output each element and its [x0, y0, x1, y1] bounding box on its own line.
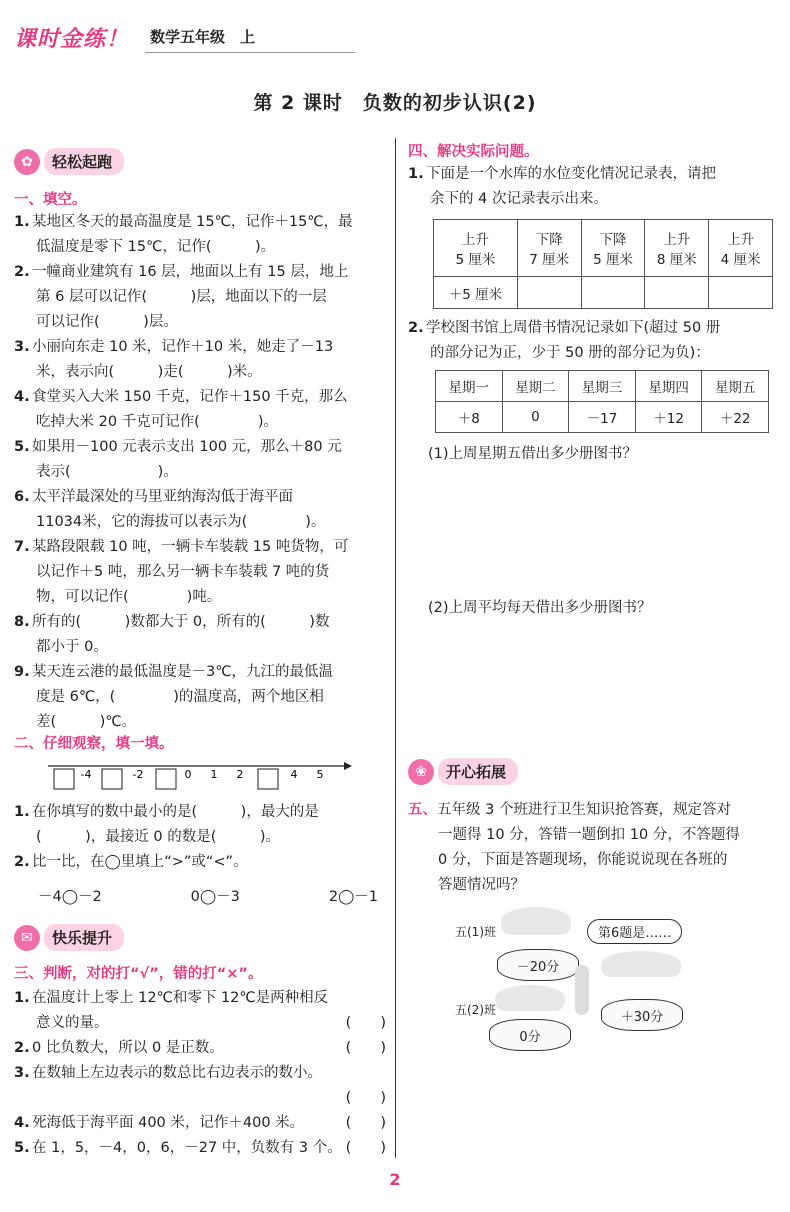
part2-questions — [14, 800, 386, 875]
table-cell: ＋12 — [635, 402, 702, 433]
library-table — [435, 370, 769, 433]
part1-questions — [14, 210, 386, 735]
part5-question: 五、五年级 3 个班进行卫生知识抢答赛，规定答对 一题得 10 分，答错一题倒扣 10 分，不答题得 0 分，下面是答题现场，你能说说现在各班的 答题情况吗？ — [408, 802, 740, 893]
table-header: 星期三 — [569, 371, 636, 402]
question-9-cont: 度是 6℃，( )的温度高，两个地区相 — [36, 689, 324, 705]
answer-box[interactable] — [258, 769, 278, 789]
part4-heading: 四、解决实际问题。 — [408, 144, 539, 160]
gift-icon: ✉ — [14, 925, 40, 951]
table-cell: －17 — [569, 402, 636, 433]
class-label: 五(2)班 — [455, 1003, 496, 1017]
judge-4: 4. 死海低于海平面 400 米，记作＋400 米。 ( ) — [14, 1111, 386, 1136]
table-cell: ＋5 厘米 — [434, 277, 518, 309]
judge-1: 1. 在温度计上零上 12℃和零下 12℃是两种相反 — [14, 990, 329, 1006]
quiz-illustration — [455, 905, 705, 1055]
column-divider — [395, 138, 396, 1158]
number-line — [44, 756, 354, 796]
question-2-cont: 第 6 层可以记作( )层，地面以下的一层 — [36, 289, 327, 305]
question-2: 2. 比一比，在◯里填上“>”或“<”。 — [14, 854, 248, 870]
table-cell: 上升 8 厘米 — [645, 220, 709, 277]
question-8-cont: 都小于 0。 — [36, 639, 108, 655]
tick-label: 4 — [290, 768, 298, 781]
compare-item[interactable]: －4◯－2 — [38, 889, 102, 905]
question-4-cont: 吃掉大米 20 千克可记作( )。 — [36, 414, 278, 430]
sub-question-2: (2)上周平均每天借出多少册图书？ — [428, 600, 652, 616]
tick-label: -2 — [132, 768, 144, 781]
question-1-cont: 低温度是零下 15℃，记作( )。 — [36, 239, 276, 255]
table-header: 星期一 — [436, 371, 503, 402]
table-cell: 上升 4 厘米 — [709, 220, 773, 277]
table-cell: 上升 5 厘米 — [434, 220, 518, 277]
judge-2: 2. 0 比负数大，所以 0 是正数。 ( ) — [14, 1036, 386, 1061]
question-5-cont: 表示( )。 — [36, 464, 178, 480]
fish-icon: ❀ — [408, 759, 434, 785]
answer-cell[interactable] — [581, 277, 645, 309]
question-1: 1. 某地区冬天的最高温度是 15℃，记作＋15℃，最 — [14, 214, 353, 230]
part4-q1: 1. 下面是一个水库的水位变化情况记录表，请把 余下的 4 次记录表示出来。 — [408, 166, 716, 207]
question-9-cont2: 差( )℃。 — [36, 714, 137, 730]
question-1: 1. 在你填写的数中最小的是( )，最大的是 — [14, 804, 319, 820]
runner-icon: ✿ — [14, 149, 40, 175]
judge-3: 3. 在数轴上左边表示的数总比右边表示的数小。 — [14, 1065, 322, 1081]
table-cell: ＋8 — [436, 402, 503, 433]
question-9: 9. 某天连云港的最低温度是－3℃，九江的最低温 — [14, 664, 334, 680]
question-7-cont2: 物，可以记作( )吨。 — [36, 589, 222, 605]
table-cell: 下降 5 厘米 — [581, 220, 645, 277]
score-desk-2: 0分 — [489, 1019, 571, 1051]
question-6: 6. 太平洋最深处的马里亚纳海沟低于海平面 — [14, 489, 293, 505]
section-badge-improve — [14, 924, 124, 951]
tick-label: -4 — [80, 768, 92, 781]
table-cell: 0 — [502, 402, 569, 433]
judge-5: 5. 在 1，5，－4，0，6，－27 中，负数有 3 个。 ( ) — [14, 1136, 386, 1161]
table-header: 星期五 — [702, 371, 769, 402]
table-header: 星期四 — [635, 371, 702, 402]
answer-box[interactable] — [102, 769, 122, 789]
score-desk-1: －20分 — [497, 949, 579, 981]
question-7: 7. 某路段限载 10 吨，一辆卡车装载 15 吨货物，可 — [14, 539, 349, 555]
section-badge-relaxed — [14, 148, 124, 175]
question-4: 4. 食堂买入大米 150 千克，记作＋150 千克，那么 — [14, 389, 348, 405]
question-7-cont: 以记作＋5 吨，那么另一辆卡车装载 7 吨的货 — [36, 564, 330, 580]
question-1-cont: ( )，最接近 0 的数是( )。 — [36, 829, 281, 845]
compare-item[interactable]: 0◯－3 — [190, 889, 240, 905]
part1-heading: 一、填空。 — [14, 192, 87, 208]
answer-cell[interactable] — [517, 277, 581, 309]
answer-paren[interactable]: ( ) — [345, 1115, 386, 1131]
answer-box[interactable] — [54, 769, 74, 789]
table-cell: 下降 7 厘米 — [517, 220, 581, 277]
table-header: 星期二 — [502, 371, 569, 402]
class-label: 五(1)班 — [455, 925, 496, 939]
answer-cell[interactable] — [645, 277, 709, 309]
tick-label: 2 — [236, 768, 244, 781]
part2-heading: 二、仔细观察，填一填。 — [14, 736, 174, 752]
section-title: 轻松起跑 — [44, 148, 124, 175]
table-cell: ＋22 — [702, 402, 769, 433]
section-title: 开心拓展 — [438, 758, 518, 785]
answer-paren[interactable]: ( ) — [345, 1040, 386, 1056]
page-title: 第 2 课时 负数的初步认识(2) — [253, 92, 537, 114]
judge-1-cont: 意义的量。 ( ) — [14, 1011, 386, 1036]
water-level-table — [433, 219, 773, 309]
brand-logo: 课时金练！ — [14, 27, 130, 52]
header-rule — [145, 52, 355, 53]
question-3: 3. 小丽向东走 10 米，记作＋10 米，她走了－13 — [14, 339, 334, 355]
students-group-1 — [501, 907, 571, 935]
students-group-2 — [495, 985, 565, 1011]
answer-paren[interactable]: ( ) — [345, 1140, 386, 1156]
question-6-cont: 11034米，它的海拔可以表示为( )。 — [36, 514, 326, 530]
score-desk-3: ＋30分 — [601, 999, 683, 1031]
answer-paren[interactable]: ( ) — [345, 1015, 386, 1031]
compare-item[interactable]: 2◯－1 — [328, 889, 378, 905]
grade-label: 数学五年级 上 — [150, 28, 256, 46]
judge-3-cont — [14, 1086, 386, 1111]
section-title: 快乐提升 — [44, 924, 124, 951]
answer-paren[interactable]: ( ) — [345, 1090, 386, 1106]
host-figure — [575, 965, 589, 1015]
students-group-3 — [601, 951, 681, 977]
page-number: 2 — [389, 1170, 401, 1189]
question-5: 5. 如果用－100 元表示支出 100 元，那么＋80 元 — [14, 439, 342, 455]
section-badge-extend — [408, 758, 518, 785]
compare-row — [38, 885, 378, 906]
part3-questions — [14, 986, 386, 1161]
tick-label: 5 — [316, 768, 324, 781]
answer-box[interactable] — [156, 769, 176, 789]
question-2-cont2: 可以记作( )层。 — [36, 314, 178, 330]
tick-label: 1 — [210, 768, 218, 781]
question-8: 8. 所有的( )数都大于 0，所有的( )数 — [14, 614, 330, 630]
question-3-cont: 米，表示向( )走( )米。 — [36, 364, 262, 380]
tick-label: 0 — [184, 768, 192, 781]
question-2: 2. 一幢商业建筑有 16 层，地面以上有 15 层，地上 — [14, 264, 349, 280]
speech-bubble: 第6题是…… — [587, 919, 682, 944]
answer-cell[interactable] — [709, 277, 773, 309]
part4-q2: 2. 学校图书馆上周借书情况记录如下(超过 50 册 的部分记为正，少于 50 册的部分记为负)： — [408, 320, 721, 361]
sub-question-1: (1)上周星期五借出多少册图书？ — [428, 446, 638, 462]
part3-heading: 三、判断，对的打“√”，错的打“×”。 — [14, 966, 263, 982]
